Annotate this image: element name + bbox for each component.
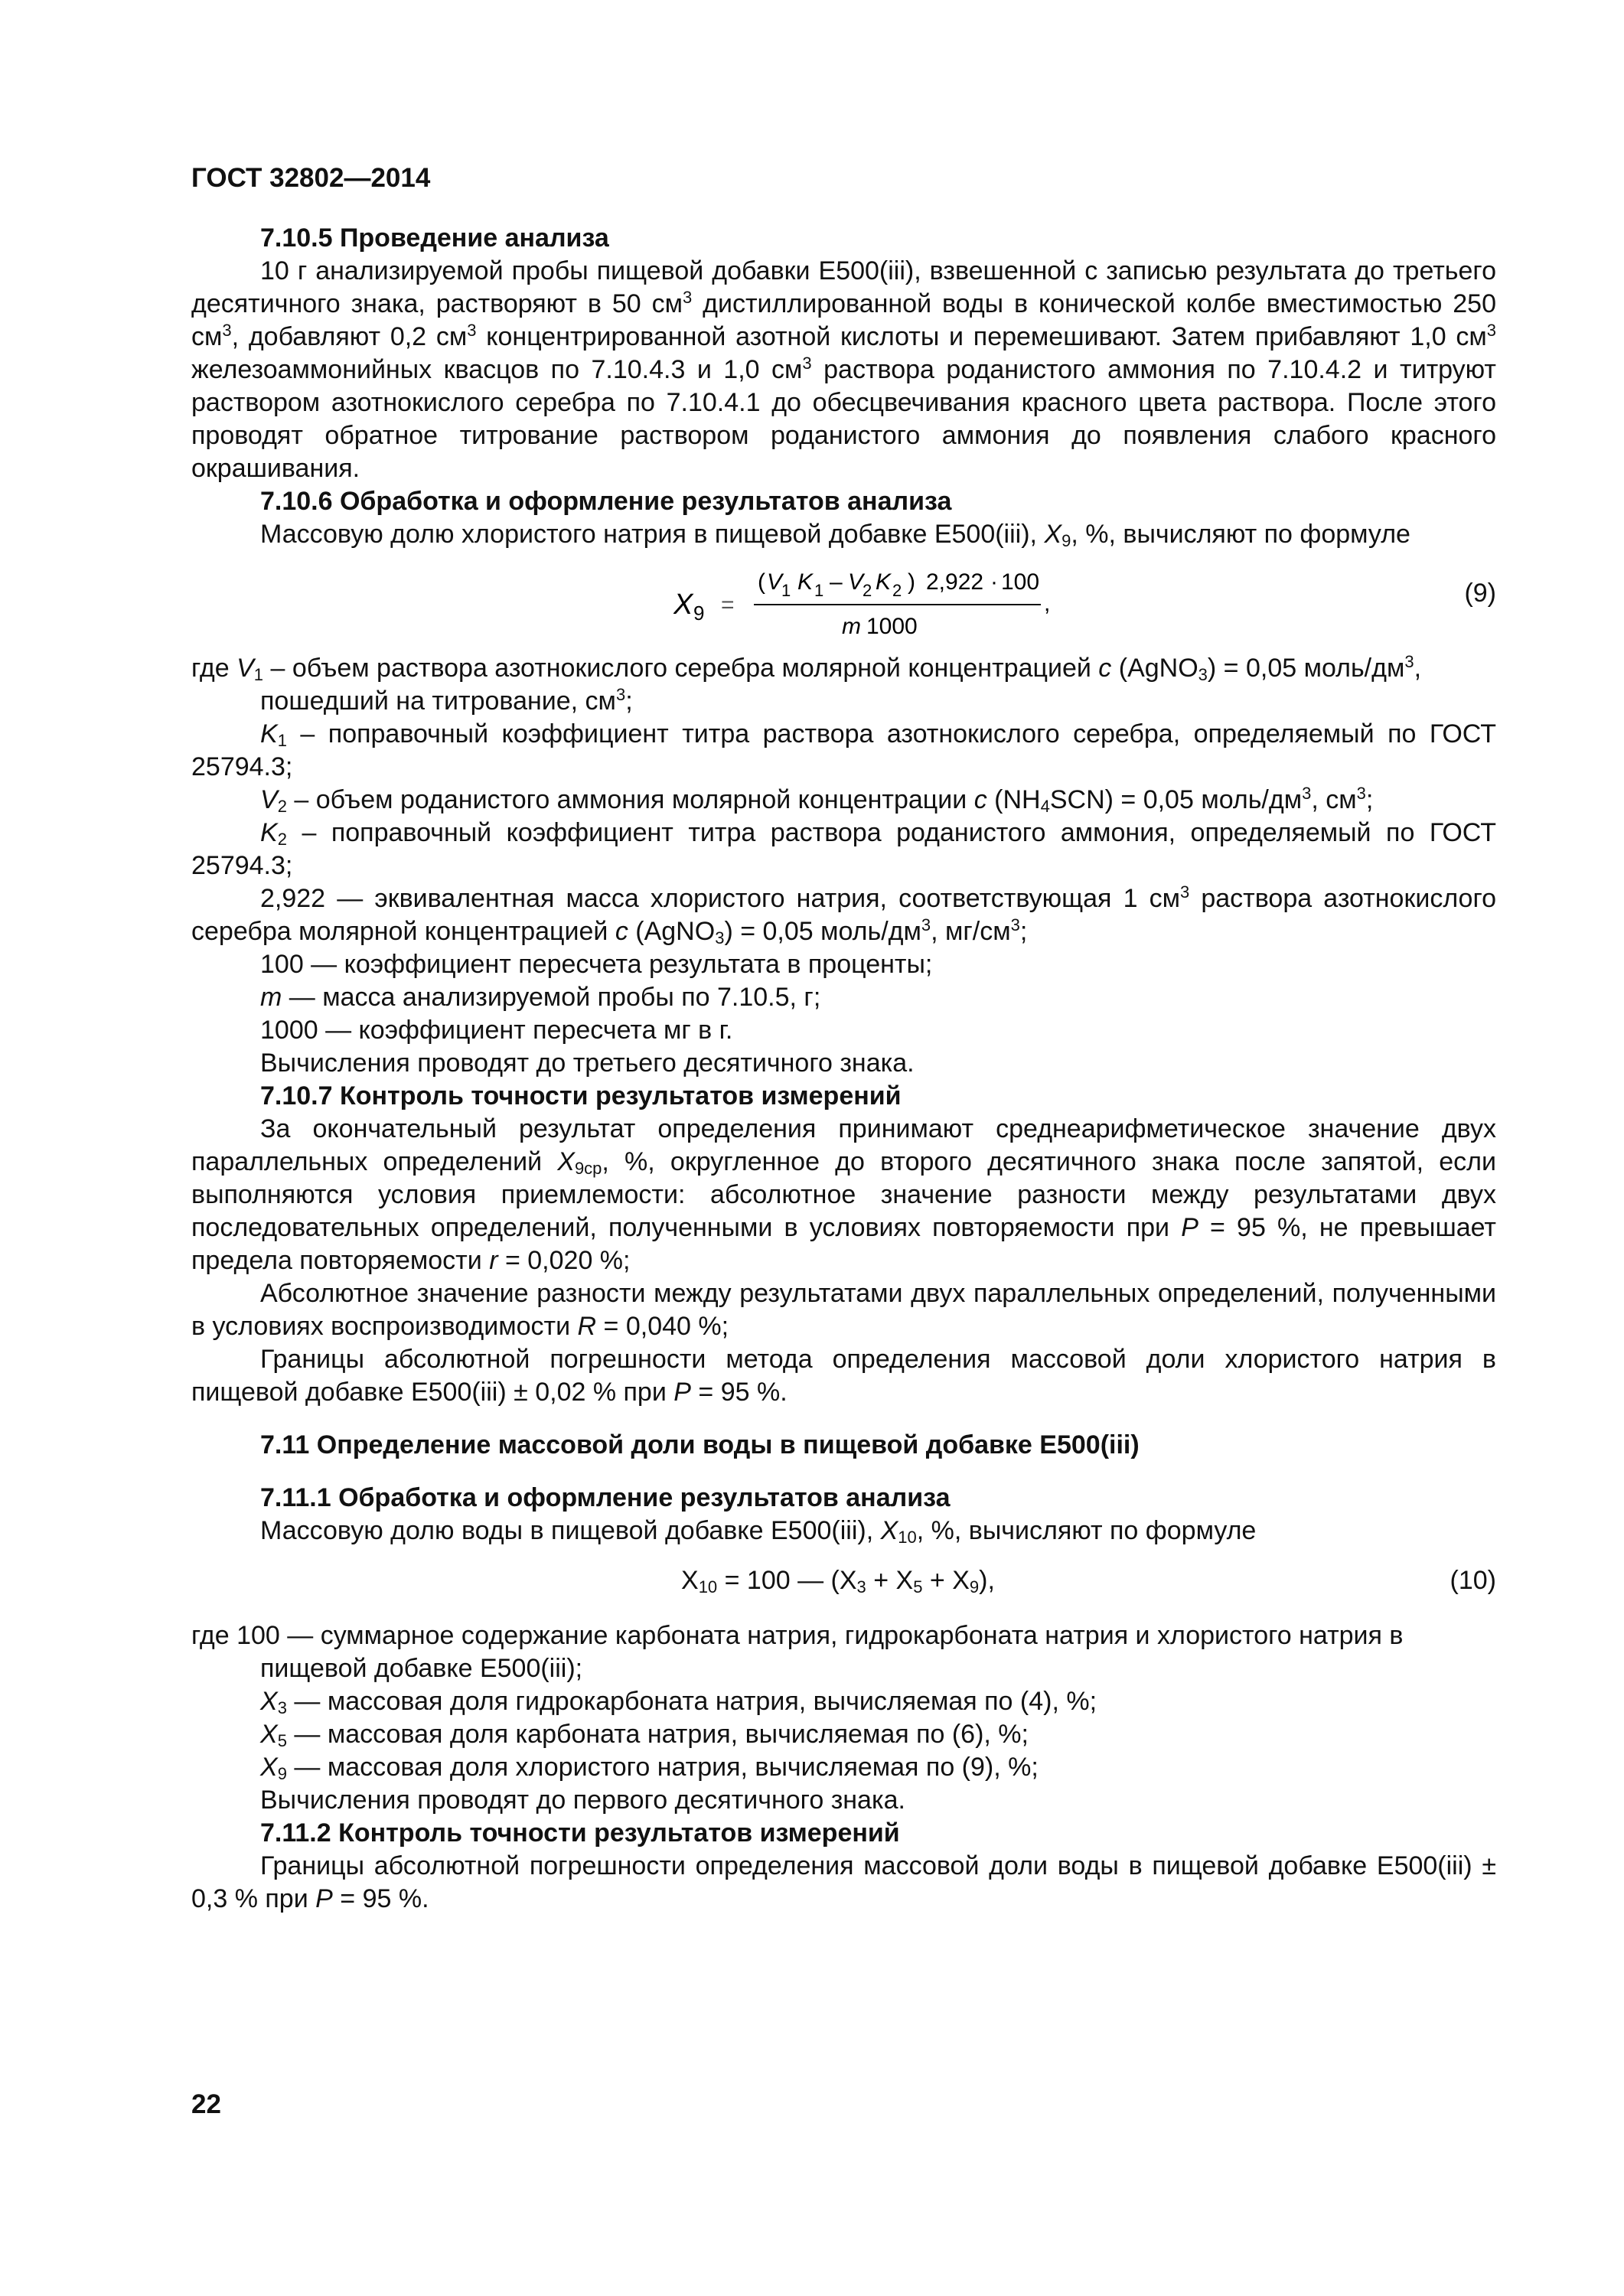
formula-K1: K bbox=[797, 569, 814, 595]
equation-number-10: (10) bbox=[1450, 1566, 1496, 1595]
page-number: 22 bbox=[191, 2089, 221, 2119]
formula-V1: V bbox=[767, 569, 783, 595]
formula-eq: = bbox=[721, 592, 735, 618]
document-header: ГОСТ 32802—2014 bbox=[191, 163, 431, 193]
definition-2922: 2,922 — эквивалентная масса хлористого натрия, соответствующая 1 $см^3$ раствора азотнокислого серебра молярной концентрацией c (AgNO$_3$) = 0,05 моль/$дм^3$, $мг/см^3$; bbox=[191, 882, 1497, 947]
formula-9-expression bbox=[673, 560, 1232, 643]
definition-K1: $K_1$ – поправочный коэффициент титра раствора азотнокислого серебра, определяемый по ГОСТ 25794.3; bbox=[191, 719, 1496, 781]
paragraph: За окончательный результат определения принимают среднеарифметическое значение двух параллельных определений $X_{9ср}$, %, округленное до второго десятичного знака после запятой, если выполняются условия приемлемости: абсолютное значение разности между результатами двух последовательных определений, полученными в условиях повторяемости при P = 95 %, не превышает предела повторяемости r = 0,020 %; bbox=[191, 1114, 1496, 1275]
document-page bbox=[191, 0, 1496, 2296]
formula-K1-sub: 1 bbox=[814, 581, 824, 600]
formula-minus: – bbox=[830, 569, 843, 595]
formula-10 bbox=[191, 1555, 1496, 1609]
definition-X9: $X_9$ — массовая доля хлористого натрия, вычисляемая по (9), %; bbox=[260, 1753, 1039, 1783]
formula-open: ( bbox=[758, 569, 765, 595]
formula-lhs: X bbox=[673, 589, 693, 621]
formula-close: ) bbox=[908, 569, 915, 595]
paragraph: Границы абсолютной погрешности метода определения массовой доли хлористого натрия в пищевой добавке Е500(iii) ± 0,02 % при P = 95 %. bbox=[191, 1345, 1496, 1407]
formula-K2: K bbox=[876, 569, 892, 595]
section-heading-7-11-2: 7.11.2 Контроль точности результатов измерений bbox=[260, 1818, 900, 1848]
section-heading-7-10-6: 7.10.6 Обработка и оформление результатов анализа bbox=[260, 487, 952, 516]
formula-hundred: 100 bbox=[1001, 569, 1040, 595]
paragraph: Массовую долю воды в пищевой добавке Е500(iii), $X_{10}$, %, вычисляют по формуле bbox=[260, 1516, 1257, 1547]
formula-comma: , bbox=[1044, 591, 1051, 616]
formula-m: m bbox=[842, 614, 861, 639]
formula-K2-sub: 2 bbox=[892, 581, 902, 600]
formula-dot: · bbox=[990, 569, 998, 595]
calculation-note: Вычисления проводят до первого десятичного знака. bbox=[260, 1786, 905, 1815]
equation-number-9: (9) bbox=[1464, 579, 1496, 608]
paragraph: Абсолютное значение разности между результатами двух параллельных определений, полученными в условиях воспроизводимости R = 0,040 %; bbox=[191, 1279, 1496, 1341]
formula-V1-sub: 1 bbox=[781, 581, 791, 600]
definition-X3: $X_3$ — массовая доля гидрокарбоната натрия, вычисляемая по (4), %; bbox=[260, 1687, 1097, 1717]
paragraph: Границы абсолютной погрешности определения массовой доли воды в пищевой добавке Е500(iii) ± 0,3 % при P = 95 %. bbox=[191, 1851, 1496, 1913]
section-heading-7-11-1: 7.11.1 Обработка и оформление результатов анализа bbox=[260, 1483, 951, 1512]
formula-V2-sub: 2 bbox=[863, 581, 872, 600]
definition-X5: $X_5$ — массовая доля карбоната натрия, вычисляемая по (6), %; bbox=[260, 1720, 1029, 1750]
section-heading-7-10-5: 7.10.5 Проведение анализа bbox=[260, 223, 609, 253]
document-body bbox=[191, 222, 1496, 1916]
definition-V2: $V_2$ – объем роданистого аммония молярной концентрации c $(NH_4SCN) = 0,05$ моль/$дм^3$, $см^3$; bbox=[260, 784, 1374, 816]
definition-1000: 1000 — коэффициент пересчета мг в г. bbox=[260, 1016, 733, 1045]
definition-100-sum: где 100 — суммарное содержание карбоната натрия, гидрокарбоната натрия и хлористого натрия в bbox=[191, 1621, 1404, 1650]
formula-thousand: 1000 bbox=[866, 614, 918, 639]
formula-9 bbox=[191, 556, 1496, 647]
definition-m: m — масса анализируемой пробы по 7.10.5, г; bbox=[260, 983, 821, 1012]
paragraph: Массовую долю хлористого натрия в пищевой добавке Е500(iii), $X_9$, %, вычисляют по формуле bbox=[260, 520, 1410, 550]
calculation-note: Вычисления проводят до третьего десятичного знака. bbox=[260, 1049, 915, 1078]
formula-10-expression: $X_{10} = 100$ — $(X_3 + X_5 + X_9)$, bbox=[681, 1566, 995, 1596]
definition-100-sum-cont: пищевой добавке Е500(iii); bbox=[260, 1654, 583, 1683]
formula-const: 2,922 bbox=[926, 569, 984, 595]
formula-lhs-sub: 9 bbox=[693, 602, 705, 625]
definition-100: 100 — коэффициент пересчета результата в проценты; bbox=[260, 950, 933, 979]
section-heading-7-10-7: 7.10.7 Контроль точности результатов измерений bbox=[260, 1081, 902, 1110]
formula-V2: V bbox=[848, 569, 864, 595]
paragraph: 10 г анализируемой пробы пищевой добавки Е500(iii), взвешенной с записью результата до третьего десятичного знака, растворяют в 50 $см^3$ дистиллированной воды в конической колбе вместимостью 250 $см^3$, добавляют 0,2 $см^3$ концентрированной азотной кислоты и перемешивают. Затем прибавляют 1,0 $см^3$ железоаммонийных квасцов по 7.10.4.3 и 1,0 $см^3$ раствора роданистого аммония по 7.10.4.2 и титруют раствором азотнокислого серебра по 7.10.4.1 до обесцвечивания красного цвета раствора. После этого проводят обратное титрование раствором роданистого аммония до появления слабого красного окрашивания. bbox=[191, 256, 1496, 483]
definition-V1: где $V_1$ – объем раствора азотнокислого серебра молярной концентрацией c (AgNO$_3$) = 0,05 моль/$дм^3$, bbox=[191, 652, 1422, 684]
section-heading-7-11: 7.11 Определение массовой доли воды в пищевой добавке Е500(iii) bbox=[260, 1430, 1140, 1459]
definition-V1-cont: пошедший на титрование, $см^3$; bbox=[260, 685, 633, 716]
definition-K2: $K_2$ – поправочный коэффициент титра раствора роданистого аммония, определяемый по ГОСТ 25794.3; bbox=[191, 818, 1496, 880]
